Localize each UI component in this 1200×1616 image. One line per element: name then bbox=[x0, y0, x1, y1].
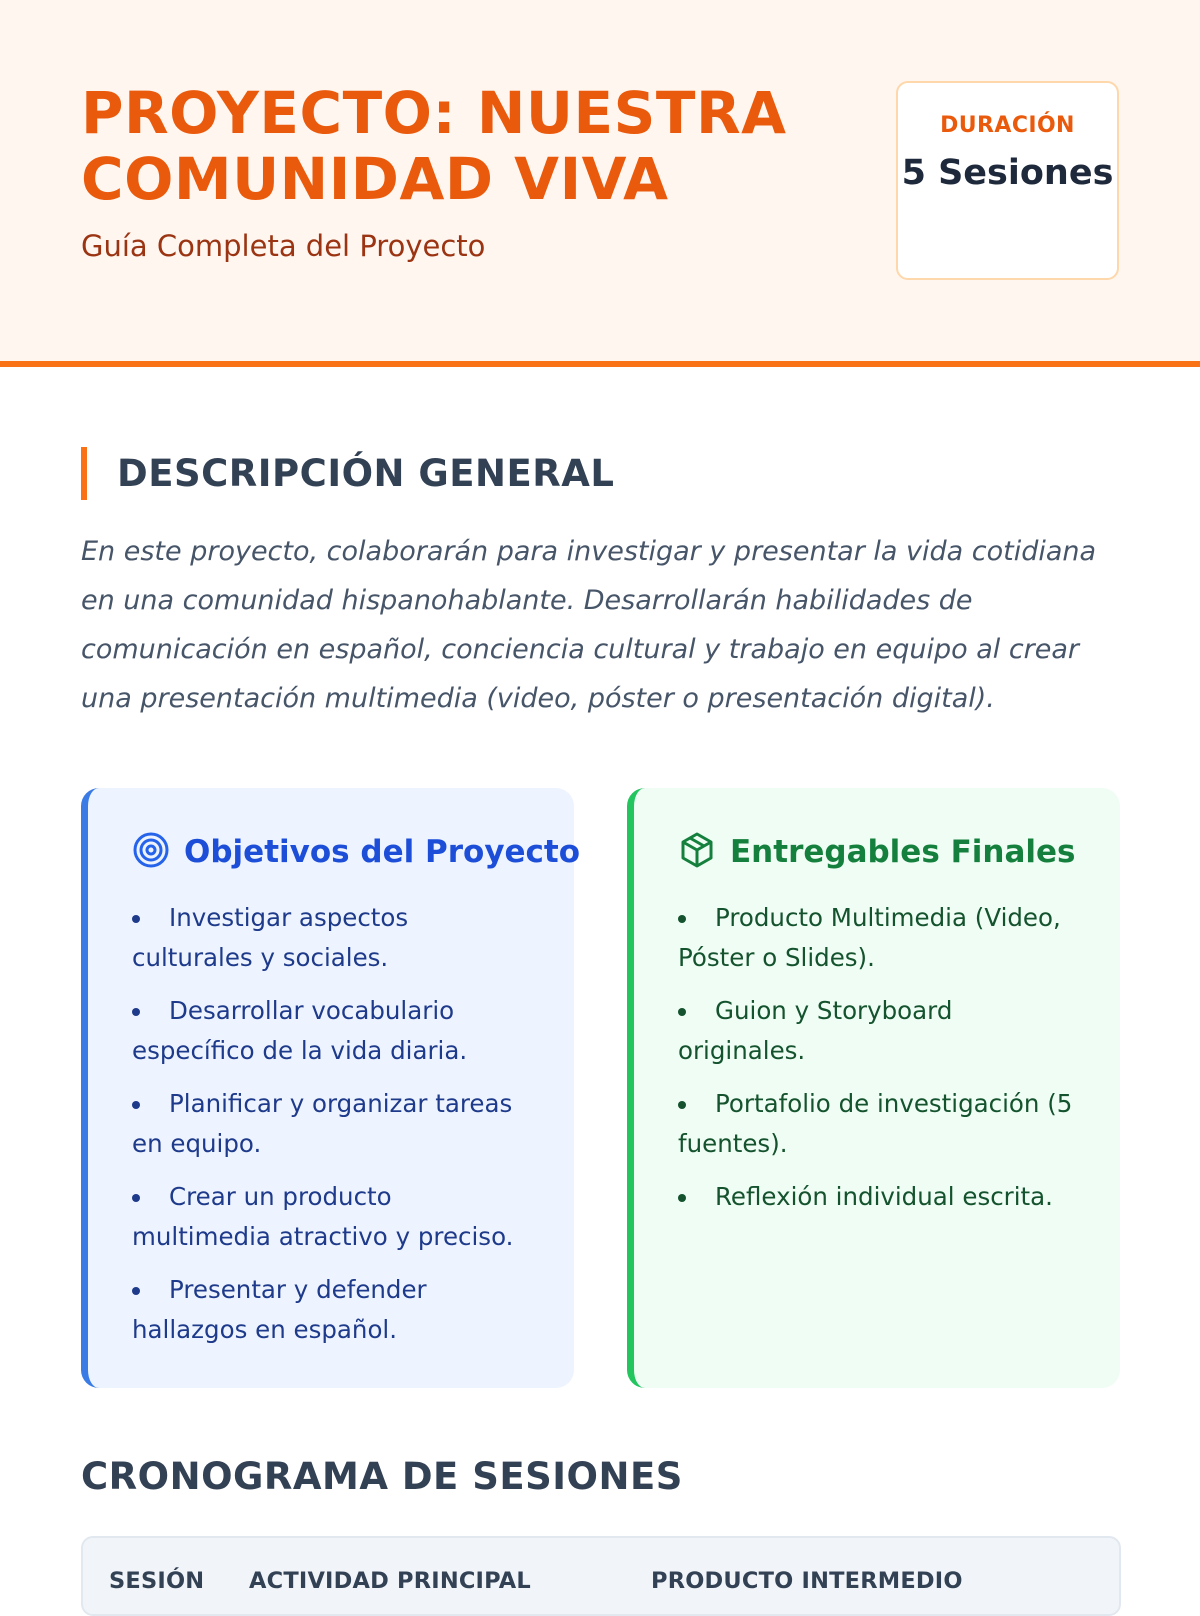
description-heading: DESCRIPCIÓN GENERAL bbox=[81, 447, 614, 500]
page-header bbox=[0, 0, 1200, 367]
page-title: PROYECTO: NUESTRA COMUNIDAD VIVA bbox=[81, 79, 787, 213]
deliverable-item: Reflexión individual escrita. bbox=[678, 1177, 1082, 1217]
objectives-card-header bbox=[132, 832, 581, 872]
deliverables-list bbox=[678, 898, 1082, 1217]
objectives-card bbox=[81, 788, 581, 1388]
target-icon bbox=[132, 831, 184, 873]
objective-item: Investigar aspectos culturales y sociales. bbox=[132, 898, 536, 978]
deliverable-item: Producto Multimedia (Video, Póster o Slides). bbox=[678, 898, 1082, 978]
package-icon bbox=[678, 831, 730, 873]
column-header-session: SESIÓN bbox=[109, 1568, 205, 1594]
deliverables-card-header bbox=[678, 832, 1082, 872]
schedule-table bbox=[81, 1536, 1121, 1616]
deliverables-title: Entregables Finales bbox=[730, 834, 1076, 870]
column-header-activity: ACTIVIDAD PRINCIPAL bbox=[249, 1568, 531, 1594]
column-header-product: PRODUCTO INTERMEDIO bbox=[651, 1568, 963, 1594]
objective-item: Crear un producto multimedia atractivo y preciso. bbox=[132, 1177, 536, 1257]
objective-item: Desarrollar vocabulario específico de la vida diaria. bbox=[132, 991, 536, 1071]
description-text: En este proyecto, colaborarán para investigar y presentar la vida cotidiana en una comunidad hispanohablante. Desarrollarán habilidades de comunicación en español, conciencia cultural y trabajo en equipo al crear una presentación multimedia (video, póster o presentación digital). bbox=[81, 536, 1097, 714]
deliverables-card bbox=[627, 788, 1120, 1388]
objectives-list bbox=[132, 898, 536, 1350]
deliverable-item: Portafolio de investigación (5 fuentes). bbox=[678, 1084, 1082, 1164]
objective-item: Presentar y defender hallazgos en español. bbox=[132, 1270, 536, 1350]
page-subtitle: Guía Completa del Proyecto bbox=[81, 229, 486, 263]
duration-card bbox=[896, 81, 1119, 280]
objective-item: Planificar y organizar tareas en equipo. bbox=[132, 1084, 536, 1164]
duration-value: 5 Sesiones bbox=[901, 153, 1114, 193]
duration-label: DURACIÓN bbox=[940, 113, 1075, 138]
schedule-heading: CRONOGRAMA DE SESIONES bbox=[81, 1455, 683, 1498]
objectives-title: Objetivos del Proyecto bbox=[184, 834, 581, 870]
deliverable-item: Guion y Storyboard originales. bbox=[678, 991, 1082, 1071]
